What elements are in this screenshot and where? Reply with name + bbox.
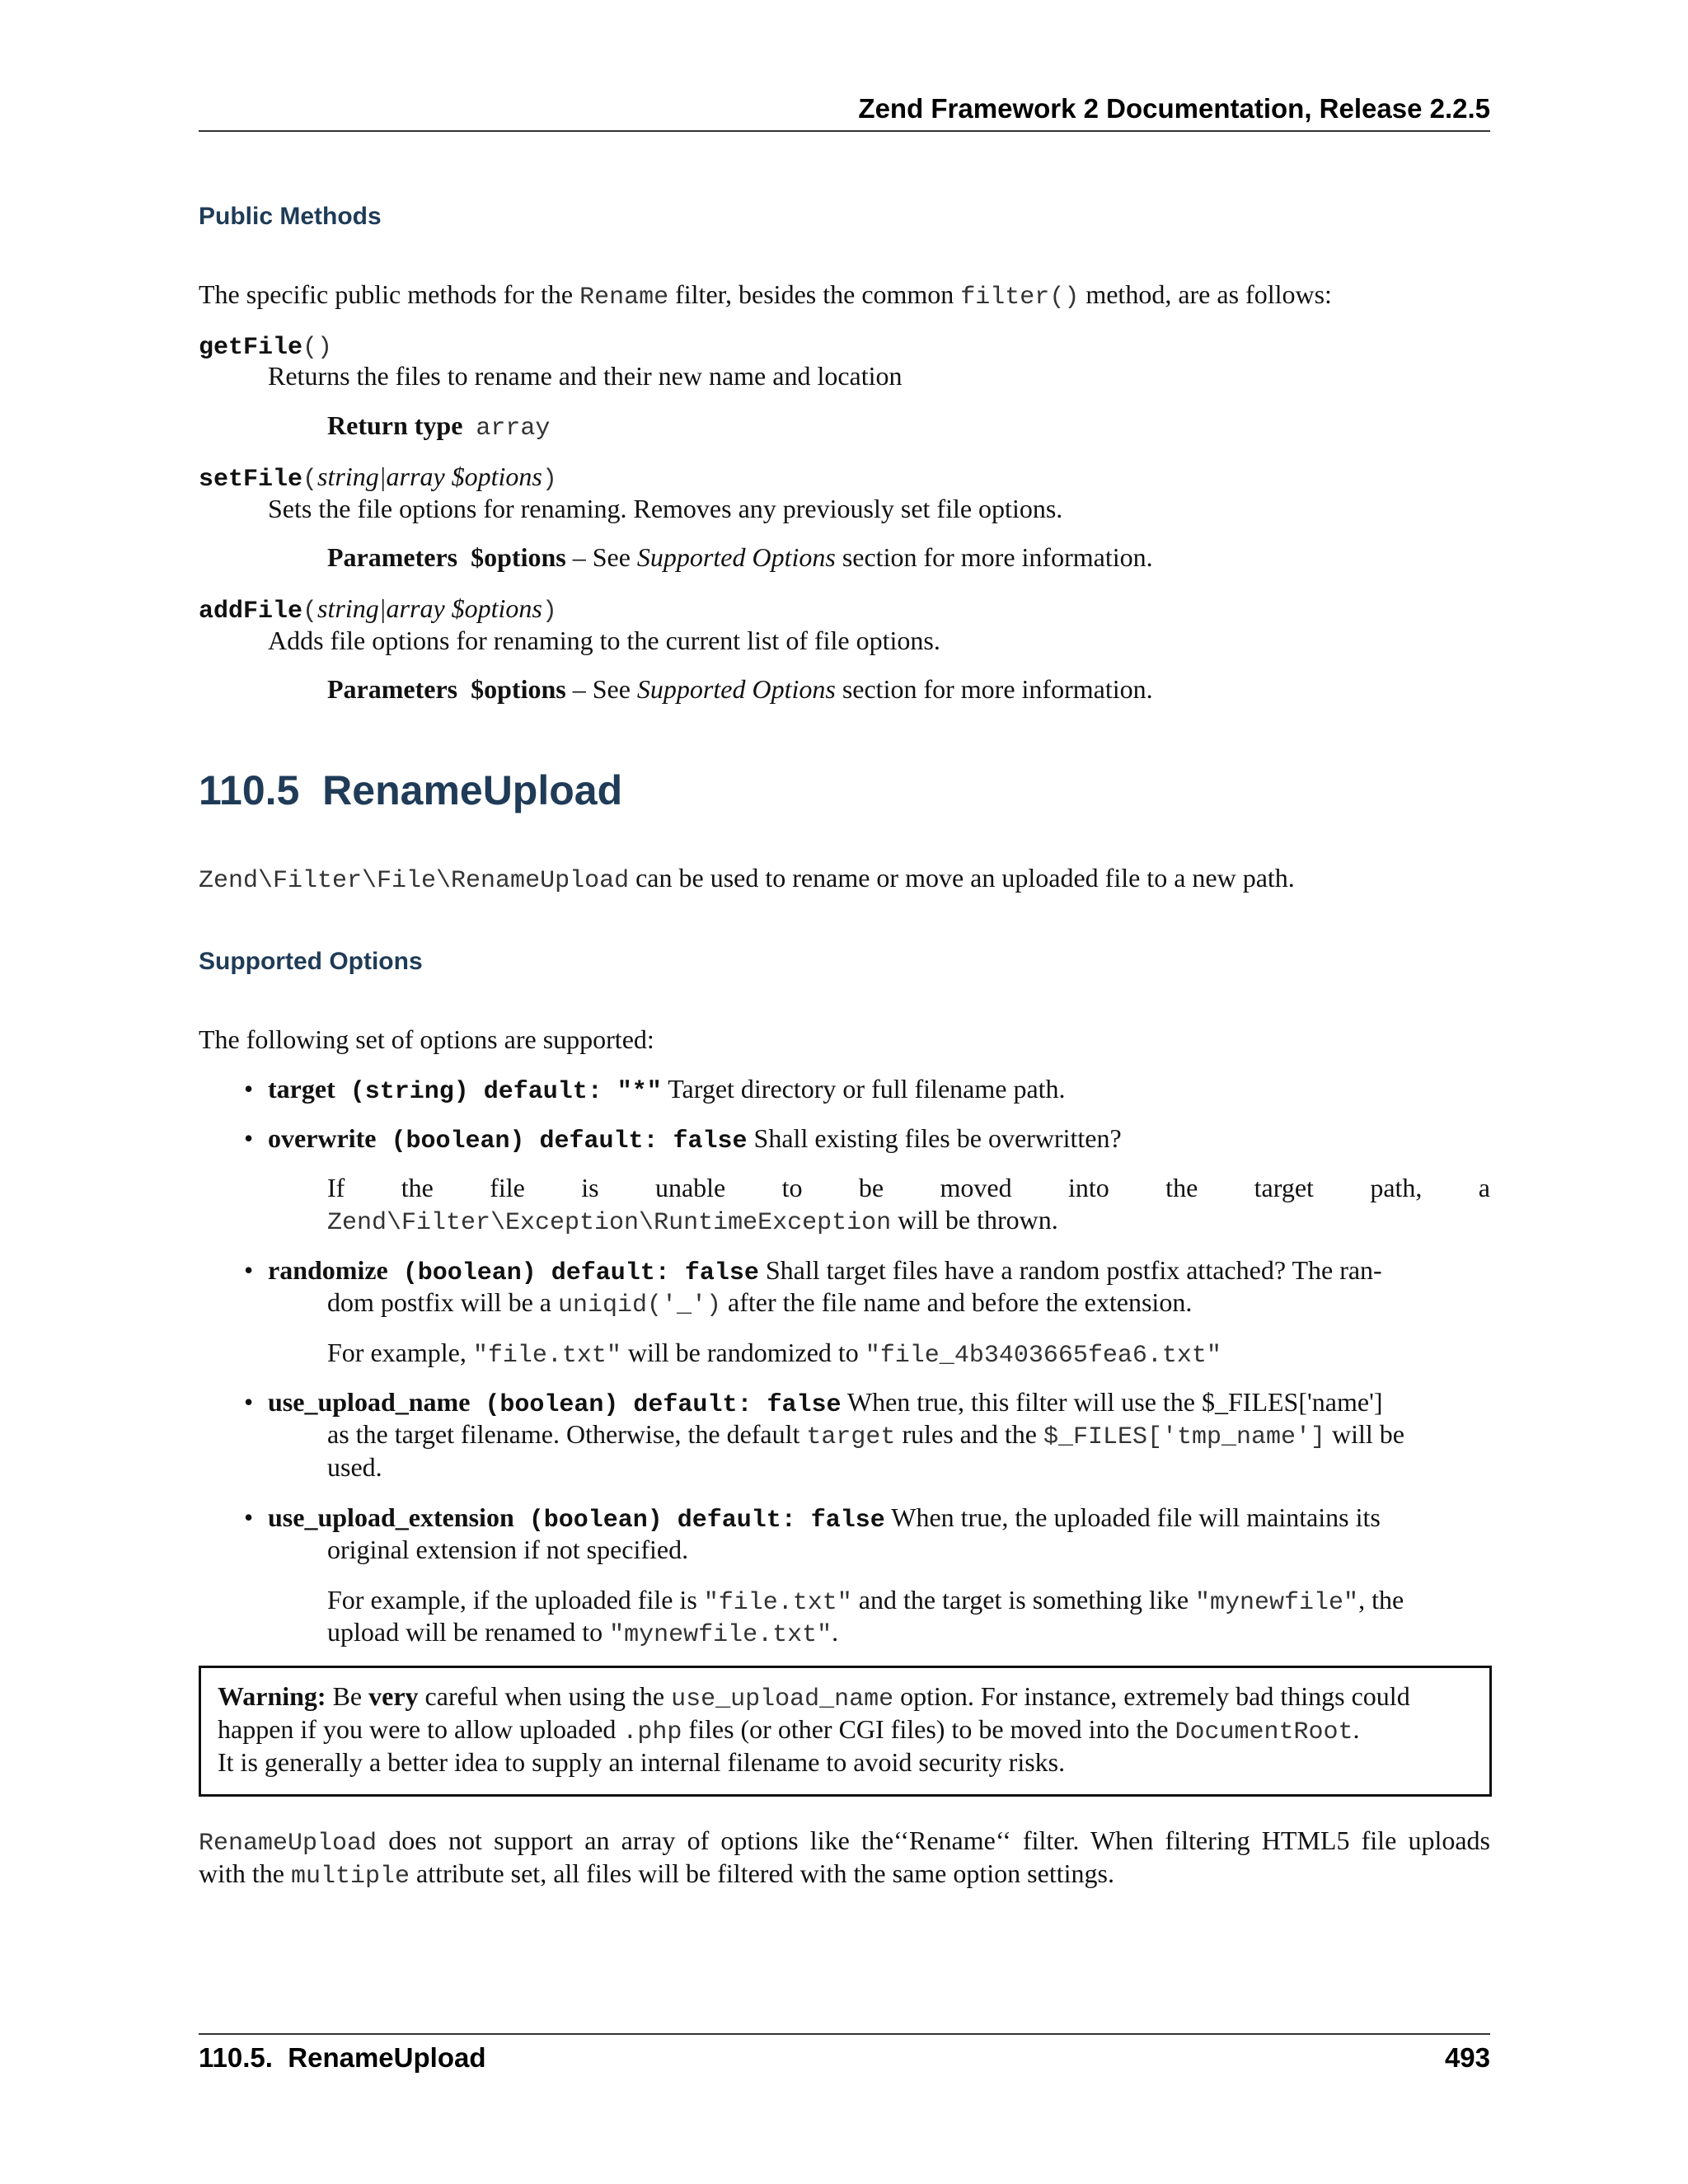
- inline-code: "mynewfile": [1195, 1589, 1359, 1617]
- method-signature-getfile: getFile(): [199, 334, 333, 362]
- randomize-example: For example, "file.txt" will be randomized to "file_4b3403665fea6.txt": [327, 1338, 1221, 1370]
- closing-line-2: with the multiple attribute set, all files will be filtered with the same option settings.: [199, 1858, 1114, 1891]
- header-rule: [199, 130, 1490, 132]
- overwrite-note-line-2: Zend\Filter\Exception\RuntimeException will be thrown.: [327, 1205, 1058, 1237]
- bullet-dot: •: [244, 1387, 254, 1417]
- inline-code: "file.txt": [472, 1342, 621, 1370]
- closing-line-1: RenameUpload does not support an array of options like the‘‘Rename‘‘ filter. When filtering HTML5 file uploads: [199, 1825, 1490, 1858]
- supported-options-intro: The following set of options are supported:: [199, 1024, 654, 1054]
- option-randomize: randomize (boolean) default: false Shall target files have a random postfix attached? The ran-: [268, 1255, 1382, 1287]
- inline-code: "mynewfile.txt": [609, 1621, 832, 1649]
- footer-section: 110.5. RenameUpload: [199, 2042, 486, 2073]
- inline-code: use_upload_name: [671, 1685, 894, 1713]
- warning-line-2: happen if you were to allow uploaded .php files (or other CGI files) to be moved into the DocumentRoot.: [218, 1714, 1360, 1746]
- randomize-desc-line-2: dom postfix will be a uniqid('_') after the file name and before the extension.: [327, 1287, 1193, 1319]
- inline-code: filter(): [960, 284, 1080, 312]
- inline-code: RenameUpload: [199, 1830, 377, 1858]
- method-field-parameters: Parameters $options – See Supported Options section for more information.: [327, 674, 1153, 704]
- method-signature-setfile: setFile(string|array $options): [199, 462, 557, 494]
- public-methods-heading: Public Methods: [199, 203, 382, 230]
- use-upload-extension-example: For example, if the uploaded file is "file.txt" and the target is something like "mynewfile", the: [327, 1585, 1404, 1617]
- inline-code: "file.txt": [703, 1589, 852, 1617]
- method-field-return-type: Return type array: [327, 410, 551, 443]
- bullet-dot: •: [244, 1502, 254, 1532]
- overwrite-note-line-1: If the file is unable to be moved into the target path, a: [327, 1173, 1490, 1202]
- method-description-setfile: Sets the file options for renaming. Removes any previously set file options.: [268, 494, 1063, 523]
- warning-line-1: Warning: Be very careful when using the use_upload_name option. For instance, extremely bad things could: [218, 1681, 1410, 1713]
- inline-code: "file_4b3403665fea6.txt": [865, 1342, 1221, 1370]
- method-field-parameters: Parameters $options – See Supported Options section for more information.: [327, 542, 1153, 572]
- public-methods-intro: The specific public methods for the Rename filter, besides the common filter() method, are as follows:: [199, 279, 1332, 312]
- method-name: getFile: [199, 334, 303, 362]
- warning-line-3: It is generally a better idea to supply an internal filename to avoid security risks.: [218, 1747, 1066, 1777]
- page-number: 493: [1444, 2042, 1490, 2073]
- method-name: addFile: [199, 598, 303, 626]
- section-intro: Zend\Filter\File\RenameUpload can be used to rename or move an uploaded file to a new path.: [199, 863, 1295, 895]
- use-upload-extension-desc-line-2: original extension if not specified.: [327, 1535, 689, 1564]
- method-name: setFile: [199, 466, 303, 494]
- inline-code: Zend\Filter\Exception\RuntimeException: [327, 1209, 892, 1237]
- cross-reference-link[interactable]: Supported Options: [636, 674, 836, 704]
- method-description-addfile: Adds file options for renaming to the current list of file options.: [268, 626, 940, 655]
- bullet-dot: •: [244, 1123, 254, 1153]
- bullet-dot: •: [244, 1255, 254, 1285]
- inline-code: multiple: [290, 1863, 410, 1891]
- inline-code: uniqid('_'): [557, 1291, 722, 1319]
- inline-code: $_FILES['tmp_name']: [1043, 1423, 1325, 1451]
- option-target: target (string) default: "*" Target directory or full filename path.: [268, 1074, 1066, 1106]
- supported-options-heading: Supported Options: [199, 948, 423, 975]
- option-use-upload-name: use_upload_name (boolean) default: false When true, this filter will use the $_FILES['name']: [268, 1387, 1383, 1419]
- inline-code: Rename: [579, 284, 669, 312]
- inline-code: .php: [622, 1718, 682, 1746]
- method-description-getfile: Returns the files to rename and their new name and location: [268, 361, 903, 391]
- inline-code: DocumentRoot: [1175, 1718, 1353, 1746]
- footer-rule: [199, 2033, 1490, 2035]
- option-overwrite: overwrite (boolean) default: false Shall existing files be overwritten?: [268, 1123, 1122, 1155]
- use-upload-extension-example-line-2: upload will be renamed to "mynewfile.txt".: [327, 1617, 839, 1649]
- cross-reference-link[interactable]: Supported Options: [636, 542, 836, 572]
- method-signature-addfile: addFile(string|array $options): [199, 593, 557, 626]
- option-use-upload-extension: use_upload_extension (boolean) default: false When true, the uploaded file will maintains its: [268, 1502, 1381, 1535]
- warning-label: Warning:: [218, 1681, 326, 1711]
- use-upload-name-desc-line-3: used.: [327, 1452, 382, 1482]
- use-upload-name-desc-line-2: as the target filename. Otherwise, the default target rules and the $_FILES['tmp_name'] will be: [327, 1419, 1404, 1451]
- running-header: Zend Framework 2 Documentation, Release 2.2.5: [858, 93, 1490, 124]
- inline-code: Zend\Filter\File\RenameUpload: [199, 867, 630, 895]
- inline-code: target: [806, 1423, 896, 1451]
- bullet-dot: •: [244, 1074, 254, 1104]
- section-heading: 110.5 RenameUpload: [199, 767, 623, 813]
